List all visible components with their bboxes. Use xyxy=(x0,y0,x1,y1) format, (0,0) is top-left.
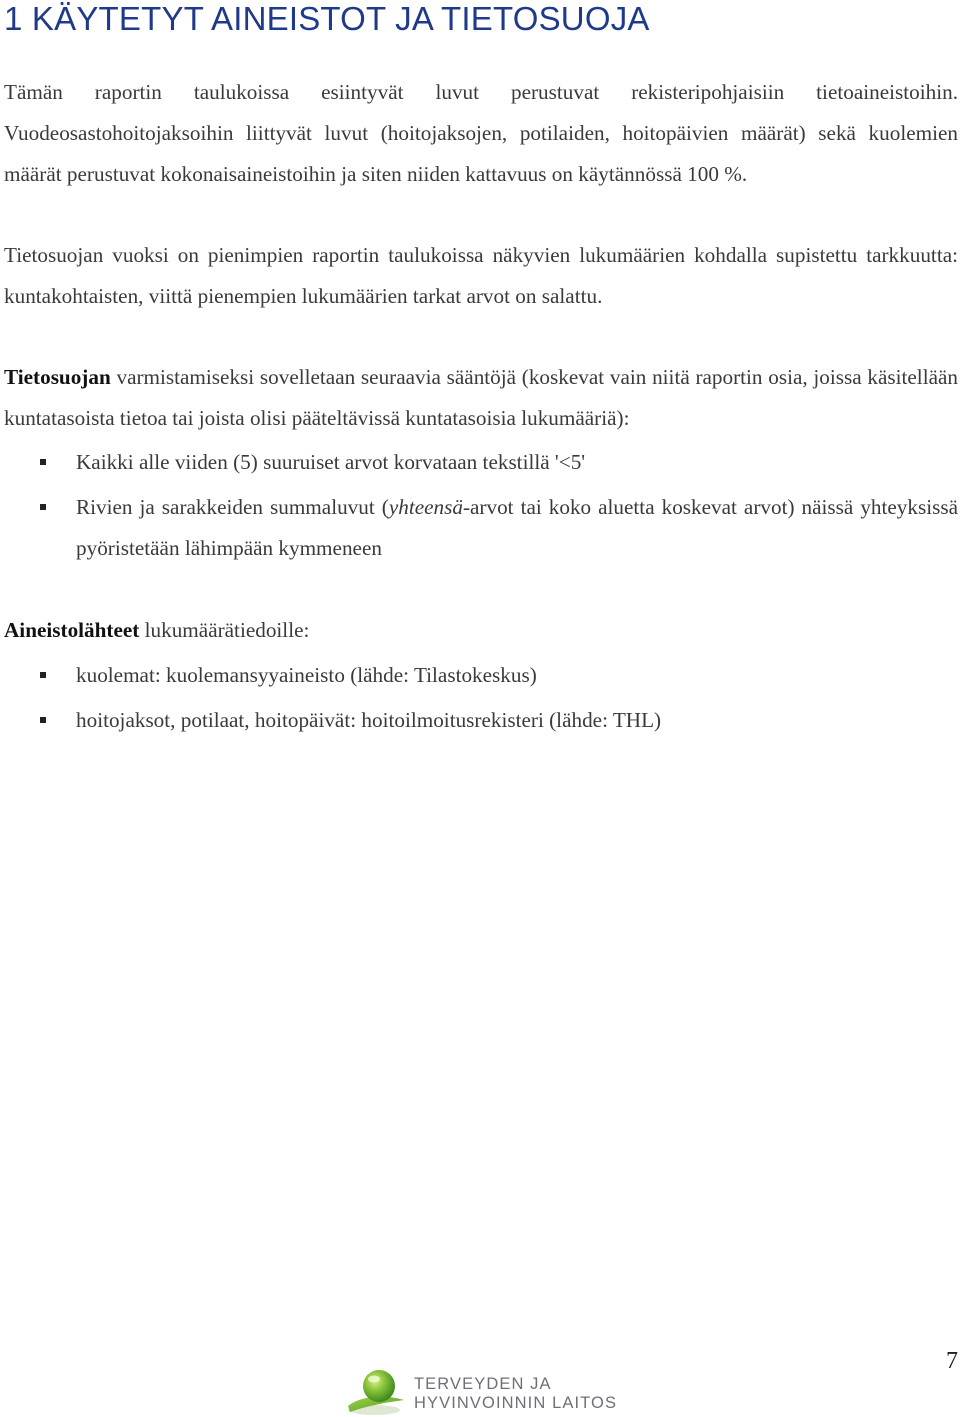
sources-list xyxy=(0,655,958,741)
rule-item-italic: yhteensä xyxy=(388,494,463,519)
bullet-square-icon xyxy=(40,459,46,465)
sources-bold: Aineistolähteet xyxy=(4,618,140,642)
rules-intro-paragraph xyxy=(4,357,958,439)
bullet-square-icon xyxy=(40,717,46,723)
rule-item-text-before: Rivien ja sarakkeiden summaluvut ( xyxy=(76,494,389,519)
logo-line-2: HYVINVOINNIN LAITOS xyxy=(414,1394,618,1412)
privacy-paragraph: Tietosuojan vuoksi on pienimpien raportin taulukoissa näkyvien lukumäärien kohdalla supistettu tarkkuutta: kuntakohtaisten, viittä pienempien lukumäärien tarkat arvot on salattu. xyxy=(4,243,958,308)
thl-logo-icon xyxy=(344,1366,408,1416)
section-heading: 1 KÄYTETYT AINEISTOT JA TIETOSUOJA xyxy=(4,0,650,37)
bullet-square-icon xyxy=(40,504,46,510)
sources-text: lukumäärätiedoille: xyxy=(139,618,310,642)
rules-intro-text: varmistamiseksi sovelletaan seuraavia sääntöjä (koskevat vain niitä raportin osia, joissa käsitellään kuntatasoista tietoa tai joista olisi pääteltävissä kuntatasoisia lukumääriä): xyxy=(4,365,958,430)
rules-intro-bold: Tietosuojan xyxy=(4,365,111,389)
rule-item-text-after: -arvot tai koko aluetta koskevat arvot) näissä yhteyksissä pyöristetään lähimpään kymmeneen xyxy=(76,494,959,560)
source-item-text: hoitojaksot, potilaat, hoitopäivät: hoitoilmoitusrekisteri (lähde: THL) xyxy=(76,707,662,732)
intro-paragraph: Tämän raportin taulukoissa esiintyvät luvut perustuvat rekisteripohjaisiin tietoaineistoihin. Vuodeosastohoitojaksoihin liittyvät luvut (hoitojaksojen, potilaiden, hoitopäivien määrät) sekä kuolemien määrät perustuvat kokonaisaineistoihin ja siten niiden kattavuus on käytännössä 100 %. xyxy=(4,80,958,186)
list-item xyxy=(0,700,958,741)
list-item xyxy=(0,487,958,569)
bullet-square-icon xyxy=(40,672,46,678)
list-item xyxy=(0,442,958,483)
list-item xyxy=(0,655,958,696)
thl-logo xyxy=(344,1366,624,1416)
rules-list xyxy=(0,442,958,568)
logo-wordmark xyxy=(414,1375,617,1413)
source-item-text: kuolemat: kuolemansyyaineisto (lähde: Tilastokeskus) xyxy=(76,663,537,687)
rule-item-text: Kaikki alle viiden (5) suuruiset arvot korvataan tekstillä '<5' xyxy=(76,450,586,474)
page-number: 7 xyxy=(946,1348,958,1374)
logo-line-1: TERVEYDEN JA xyxy=(414,1375,552,1393)
sources-heading-paragraph xyxy=(4,610,958,651)
